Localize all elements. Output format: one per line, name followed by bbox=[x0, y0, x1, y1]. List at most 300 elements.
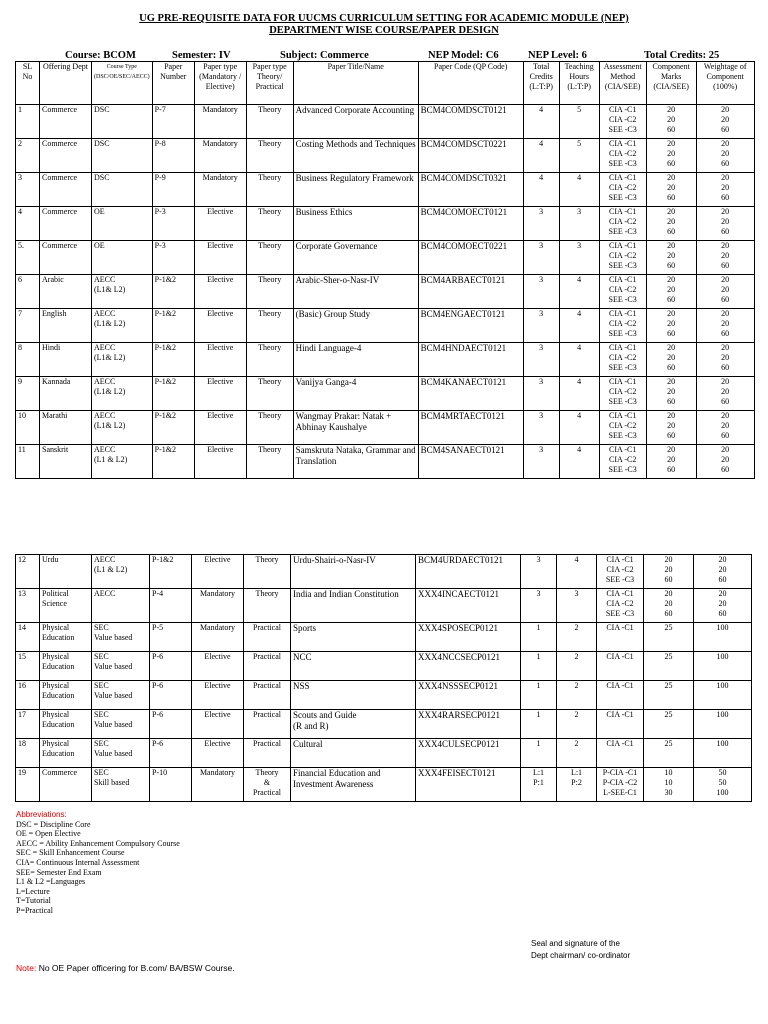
cell-total-credits: 4 bbox=[523, 139, 559, 173]
cell-paper-mandatory: Elective bbox=[194, 411, 246, 445]
cell-paper-title: Hindi Language-4 bbox=[293, 343, 418, 377]
abbreviation-item: CIA= Continuous Internal Assessment bbox=[16, 857, 140, 867]
cell-paper-title: Sports bbox=[291, 623, 416, 652]
cell-sl-no: 10 bbox=[16, 411, 40, 445]
cell-course-type: AECC (L1& L2) bbox=[92, 411, 153, 445]
header-offering-dept: Offering Dept bbox=[40, 62, 92, 105]
cell-assessment-method: CIA -C1 CIA -C2 SEE -C3 bbox=[597, 555, 644, 589]
cell-sl-no: 9 bbox=[16, 377, 40, 411]
cell-paper-title: Business Regulatory Framework bbox=[293, 173, 418, 207]
cell-paper-theory: Practical bbox=[244, 710, 291, 739]
course-table-part-2 bbox=[15, 554, 752, 802]
cell-paper-theory: Theory & Practical bbox=[244, 768, 291, 802]
cell-course-type: DSC bbox=[92, 173, 153, 207]
cell-paper-mandatory: Elective bbox=[194, 377, 246, 411]
cell-assessment-method: P-CIA -C1 P-CIA -C2 L-SEE-C1 bbox=[597, 768, 644, 802]
cell-paper-title: Costing Methods and Techniques bbox=[293, 139, 418, 173]
cell-assessment-method: CIA -C1 CIA -C2 SEE -C3 bbox=[599, 207, 646, 241]
cell-paper-mandatory: Elective bbox=[194, 445, 246, 479]
cell-paper-number: P-6 bbox=[150, 710, 192, 739]
cell-total-credits: 3 bbox=[523, 377, 559, 411]
header-sl-no: SL No bbox=[16, 62, 40, 105]
table-row bbox=[16, 139, 755, 173]
cell-component-marks: 25 bbox=[644, 710, 694, 739]
cell-teaching-hours: 4 bbox=[559, 275, 599, 309]
cell-paper-mandatory: Mandatory bbox=[192, 768, 244, 802]
cell-sl-no: 1 bbox=[16, 105, 40, 139]
cell-paper-number: P-8 bbox=[152, 139, 194, 173]
cell-total-credits: 3 bbox=[523, 411, 559, 445]
header-paper-mandatory: Paper type (Mandatory / Elective) bbox=[194, 62, 246, 105]
note-label: Note: bbox=[16, 963, 37, 973]
cell-course-type: OE bbox=[92, 241, 153, 275]
header-teaching-hours: Teaching Hours (L:T:P) bbox=[559, 62, 599, 105]
course-table-part-1 bbox=[15, 61, 755, 479]
cell-paper-number: P-6 bbox=[150, 652, 192, 681]
cell-paper-code: BCM4COMDSCT0321 bbox=[418, 173, 523, 207]
cell-assessment-method: CIA -C1 CIA -C2 SEE -C3 bbox=[599, 411, 646, 445]
header-paper-title: Paper Title/Name bbox=[293, 62, 418, 105]
table-row bbox=[16, 739, 752, 768]
cell-paper-number: P-10 bbox=[150, 768, 192, 802]
cell-course-type: SEC Value based bbox=[92, 739, 150, 768]
cell-paper-theory: Theory bbox=[246, 343, 293, 377]
cell-paper-mandatory: Elective bbox=[194, 207, 246, 241]
cell-weightage: 100 bbox=[694, 681, 752, 710]
cell-offering-dept: Commerce bbox=[40, 768, 92, 802]
cell-paper-number: P-9 bbox=[152, 173, 194, 207]
cell-course-type: AECC (L1& L2) bbox=[92, 343, 153, 377]
cell-paper-code: BCM4MRTAECT0121 bbox=[418, 411, 523, 445]
cell-paper-code: XXX4NSSSECP0121 bbox=[416, 681, 521, 710]
cell-weightage: 100 bbox=[694, 623, 752, 652]
cell-paper-mandatory: Elective bbox=[192, 652, 244, 681]
abbreviation-item: L1 & L2 =Languages bbox=[16, 877, 86, 887]
cell-component-marks: 25 bbox=[644, 623, 694, 652]
cell-course-type: AECC (L1& L2) bbox=[92, 377, 153, 411]
cell-weightage: 20 20 60 bbox=[696, 377, 754, 411]
table-row bbox=[16, 241, 755, 275]
cell-sl-no: 6 bbox=[16, 275, 40, 309]
cell-assessment-method: CIA -C1 CIA -C2 SEE -C3 bbox=[599, 377, 646, 411]
cell-sl-no: 12 bbox=[16, 555, 40, 589]
header-weightage: Weightage of Component (100%) bbox=[696, 62, 754, 105]
cell-paper-code: BCM4ENGAECT0121 bbox=[418, 309, 523, 343]
cell-offering-dept: Commerce bbox=[40, 139, 92, 173]
nep-model-label: NEP Model: C6 bbox=[428, 50, 499, 61]
abbreviations-heading: Abbreviations: bbox=[16, 810, 67, 819]
cell-paper-title: Cultural bbox=[291, 739, 416, 768]
cell-course-type: SEC Skill based bbox=[92, 768, 150, 802]
cell-paper-code: XXX4INCAECT0121 bbox=[416, 589, 521, 623]
cell-paper-mandatory: Elective bbox=[192, 555, 244, 589]
cell-assessment-method: CIA -C1 CIA -C2 SEE -C3 bbox=[599, 309, 646, 343]
cell-paper-mandatory: Elective bbox=[194, 343, 246, 377]
cell-paper-number: P-4 bbox=[150, 589, 192, 623]
cell-weightage: 100 bbox=[694, 710, 752, 739]
cell-teaching-hours: 2 bbox=[557, 681, 597, 710]
cell-offering-dept: Commerce bbox=[40, 207, 92, 241]
header-paper-number: Paper Number bbox=[152, 62, 194, 105]
cell-course-type: SEC Value based bbox=[92, 681, 150, 710]
cell-paper-theory: Practical bbox=[244, 652, 291, 681]
cell-paper-number: P-6 bbox=[150, 681, 192, 710]
document-subtitle: DEPARTMENT WISE COURSE/PAPER DESIGN bbox=[269, 25, 499, 36]
cell-paper-code: BCM4COMDSCT0121 bbox=[418, 105, 523, 139]
cell-component-marks: 20 20 60 bbox=[646, 411, 696, 445]
cell-sl-no: 11 bbox=[16, 445, 40, 479]
nep-level-label: NEP Level: 6 bbox=[528, 50, 587, 61]
cell-component-marks: 20 20 60 bbox=[644, 589, 694, 623]
course-label: Course: BCOM bbox=[65, 50, 136, 61]
cell-total-credits: 3 bbox=[523, 241, 559, 275]
cell-assessment-method: CIA -C1 bbox=[597, 710, 644, 739]
cell-paper-theory: Theory bbox=[246, 309, 293, 343]
cell-weightage: 20 20 60 bbox=[696, 309, 754, 343]
header-component-marks: Component Marks (CIA/SEE) bbox=[646, 62, 696, 105]
table-row bbox=[16, 589, 752, 623]
table-row bbox=[16, 411, 755, 445]
cell-teaching-hours: 2 bbox=[557, 652, 597, 681]
cell-paper-code: XXX4CULSECP0121 bbox=[416, 739, 521, 768]
cell-assessment-method: CIA -C1 CIA -C2 SEE -C3 bbox=[599, 241, 646, 275]
cell-total-credits: 1 bbox=[521, 652, 557, 681]
cell-sl-no: 15 bbox=[16, 652, 40, 681]
cell-paper-theory: Theory bbox=[246, 377, 293, 411]
cell-total-credits: 1 bbox=[521, 623, 557, 652]
cell-component-marks: 20 20 60 bbox=[646, 445, 696, 479]
cell-paper-title: NCC bbox=[291, 652, 416, 681]
table-row bbox=[16, 309, 755, 343]
cell-sl-no: 3 bbox=[16, 173, 40, 207]
cell-paper-mandatory: Elective bbox=[194, 241, 246, 275]
cell-teaching-hours: 4 bbox=[559, 445, 599, 479]
semester-label: Semester: IV bbox=[172, 50, 231, 61]
cell-paper-code: BCM4HNDAECT0121 bbox=[418, 343, 523, 377]
table-row bbox=[16, 681, 752, 710]
cell-paper-title: (Basic) Group Study bbox=[293, 309, 418, 343]
cell-paper-title: Urdu-Shairi-o-Nasr-IV bbox=[291, 555, 416, 589]
cell-teaching-hours: 5 bbox=[559, 139, 599, 173]
cell-assessment-method: CIA -C1 bbox=[597, 681, 644, 710]
cell-offering-dept: English bbox=[40, 309, 92, 343]
header-assessment-method: Assessment Method (CIA/SEE) bbox=[599, 62, 646, 105]
cell-course-type: AECC bbox=[92, 589, 150, 623]
cell-paper-title: Arabic-Sher-o-Nasr-IV bbox=[293, 275, 418, 309]
cell-offering-dept: Hindi bbox=[40, 343, 92, 377]
cell-teaching-hours: 4 bbox=[557, 555, 597, 589]
abbreviation-item: OE = Open Elective bbox=[16, 829, 81, 839]
cell-weightage: 20 20 60 bbox=[696, 445, 754, 479]
cell-offering-dept: Commerce bbox=[40, 105, 92, 139]
table-row bbox=[16, 623, 752, 652]
cell-paper-theory: Theory bbox=[246, 105, 293, 139]
cell-course-type: OE bbox=[92, 207, 153, 241]
cell-component-marks: 20 20 60 bbox=[646, 173, 696, 207]
cell-paper-number: P-1&2 bbox=[152, 411, 194, 445]
cell-sl-no: 14 bbox=[16, 623, 40, 652]
cell-paper-number: P-1&2 bbox=[152, 445, 194, 479]
cell-assessment-method: CIA -C1 CIA -C2 SEE -C3 bbox=[599, 343, 646, 377]
cell-course-type: SEC Value based bbox=[92, 710, 150, 739]
cell-offering-dept: Urdu bbox=[40, 555, 92, 589]
cell-teaching-hours: 4 bbox=[559, 343, 599, 377]
cell-teaching-hours: 5 bbox=[559, 105, 599, 139]
cell-sl-no: 13 bbox=[16, 589, 40, 623]
cell-paper-number: P-3 bbox=[152, 207, 194, 241]
cell-total-credits: 4 bbox=[523, 173, 559, 207]
cell-paper-mandatory: Elective bbox=[192, 710, 244, 739]
cell-total-credits: 3 bbox=[523, 445, 559, 479]
cell-teaching-hours: 3 bbox=[559, 207, 599, 241]
cell-paper-title: Samskruta Nataka, Grammar and Translation bbox=[293, 445, 418, 479]
cell-total-credits: 3 bbox=[521, 555, 557, 589]
cell-offering-dept: Physical Education bbox=[40, 623, 92, 652]
cell-paper-code: XXX4RARSECP0121 bbox=[416, 710, 521, 739]
cell-weightage: 20 20 60 bbox=[696, 139, 754, 173]
cell-paper-title: Corporate Governance bbox=[293, 241, 418, 275]
cell-paper-code: BCM4COMDSCT0221 bbox=[418, 139, 523, 173]
cell-offering-dept: Physical Education bbox=[40, 710, 92, 739]
cell-paper-theory: Theory bbox=[246, 207, 293, 241]
cell-offering-dept: Sanskrit bbox=[40, 445, 92, 479]
cell-paper-number: P-5 bbox=[150, 623, 192, 652]
cell-paper-title: Financial Education and Investment Awareness bbox=[291, 768, 416, 802]
cell-paper-title: Wangmay Prakar: Natak + Abhinay Kaushalye bbox=[293, 411, 418, 445]
cell-paper-code: XXX4SPOSECP0121 bbox=[416, 623, 521, 652]
cell-component-marks: 10 10 30 bbox=[644, 768, 694, 802]
header-course-type: Course Type (DSC/OE/SEC/AECC) bbox=[92, 62, 153, 105]
cell-total-credits: 3 bbox=[521, 589, 557, 623]
cell-paper-mandatory: Mandatory bbox=[194, 139, 246, 173]
cell-weightage: 20 20 60 bbox=[696, 173, 754, 207]
cell-paper-number: P-7 bbox=[152, 105, 194, 139]
cell-paper-number: P-1&2 bbox=[152, 343, 194, 377]
note bbox=[16, 963, 235, 973]
cell-total-credits: 3 bbox=[523, 309, 559, 343]
cell-total-credits: 3 bbox=[523, 343, 559, 377]
cell-total-credits: L:1 P:1 bbox=[521, 768, 557, 802]
cell-sl-no: 4 bbox=[16, 207, 40, 241]
cell-paper-mandatory: Mandatory bbox=[192, 623, 244, 652]
cell-sl-no: 19 bbox=[16, 768, 40, 802]
seal-signature bbox=[531, 938, 630, 962]
table-row bbox=[16, 445, 755, 479]
cell-paper-theory: Practical bbox=[244, 681, 291, 710]
cell-paper-theory: Practical bbox=[244, 739, 291, 768]
cell-weightage: 20 20 60 bbox=[696, 275, 754, 309]
cell-offering-dept: Physical Education bbox=[40, 681, 92, 710]
abbreviation-item: L=Lecture bbox=[16, 886, 50, 896]
cell-total-credits: 1 bbox=[521, 710, 557, 739]
cell-paper-mandatory: Elective bbox=[192, 681, 244, 710]
cell-course-type: DSC bbox=[92, 139, 153, 173]
cell-component-marks: 20 20 60 bbox=[644, 555, 694, 589]
cell-component-marks: 20 20 60 bbox=[646, 343, 696, 377]
table-row bbox=[16, 377, 755, 411]
total-credits-label: Total Credits: 25 bbox=[644, 50, 720, 61]
cell-paper-code: BCM4SANAECT0121 bbox=[418, 445, 523, 479]
cell-weightage: 20 20 60 bbox=[696, 343, 754, 377]
cell-weightage: 20 20 60 bbox=[696, 411, 754, 445]
cell-assessment-method: CIA -C1 CIA -C2 SEE -C3 bbox=[599, 105, 646, 139]
seal-line-1: Seal and signature of the bbox=[531, 939, 620, 948]
cell-total-credits: 3 bbox=[523, 207, 559, 241]
cell-offering-dept: Kannada bbox=[40, 377, 92, 411]
cell-total-credits: 1 bbox=[521, 739, 557, 768]
cell-assessment-method: CIA -C1 CIA -C2 SEE -C3 bbox=[599, 139, 646, 173]
cell-total-credits: 3 bbox=[523, 275, 559, 309]
cell-paper-theory: Theory bbox=[244, 589, 291, 623]
table-row bbox=[16, 652, 752, 681]
abbreviation-item: SEE= Semester End Exam bbox=[16, 867, 102, 877]
cell-paper-number: P-1&2 bbox=[152, 275, 194, 309]
cell-total-credits: 1 bbox=[521, 681, 557, 710]
cell-assessment-method: CIA -C1 CIA -C2 SEE -C3 bbox=[599, 445, 646, 479]
cell-paper-theory: Theory bbox=[244, 555, 291, 589]
cell-paper-code: BCM4COMOECT0121 bbox=[418, 207, 523, 241]
cell-offering-dept: Commerce bbox=[40, 173, 92, 207]
cell-assessment-method: CIA -C1 bbox=[597, 739, 644, 768]
cell-offering-dept: Political Science bbox=[40, 589, 92, 623]
cell-assessment-method: CIA -C1 bbox=[597, 623, 644, 652]
cell-offering-dept: Marathi bbox=[40, 411, 92, 445]
cell-paper-mandatory: Mandatory bbox=[192, 589, 244, 623]
cell-paper-title: Advanced Corporate Accounting bbox=[293, 105, 418, 139]
seal-line-2: Dept chairman/ co-ordinator bbox=[531, 951, 631, 960]
cell-teaching-hours: 4 bbox=[559, 377, 599, 411]
cell-teaching-hours: 4 bbox=[559, 173, 599, 207]
cell-paper-theory: Theory bbox=[246, 275, 293, 309]
cell-weightage: 20 20 60 bbox=[696, 241, 754, 275]
cell-sl-no: 2 bbox=[16, 139, 40, 173]
cell-paper-mandatory: Elective bbox=[194, 275, 246, 309]
cell-component-marks: 20 20 60 bbox=[646, 377, 696, 411]
cell-offering-dept: Commerce bbox=[40, 241, 92, 275]
cell-paper-code: BCM4URDAECT0121 bbox=[416, 555, 521, 589]
note-text: No OE Paper officering for B.com/ BA/BSW Course. bbox=[38, 963, 235, 973]
cell-paper-number: P-3 bbox=[152, 241, 194, 275]
cell-teaching-hours: 2 bbox=[557, 739, 597, 768]
cell-paper-number: P-1&2 bbox=[150, 555, 192, 589]
cell-paper-code: BCM4ARBAECT0121 bbox=[418, 275, 523, 309]
cell-paper-number: P-6 bbox=[150, 739, 192, 768]
cell-weightage: 20 20 60 bbox=[694, 589, 752, 623]
table-row bbox=[16, 173, 755, 207]
cell-course-type: SEC Value based bbox=[92, 652, 150, 681]
abbreviation-item: AECC = Ability Enhancement Compulsory Course bbox=[16, 838, 180, 848]
subject-label: Subject: Commerce bbox=[280, 50, 369, 61]
header-paper-theory: Paper type Theory/ Practical bbox=[246, 62, 293, 105]
cell-teaching-hours: 4 bbox=[559, 411, 599, 445]
cell-component-marks: 20 20 60 bbox=[646, 309, 696, 343]
cell-weightage: 100 bbox=[694, 652, 752, 681]
document-title: UG PRE-REQUISITE DATA FOR UUCMS CURRICULUM SETTING FOR ACADEMIC MODULE (NEP) bbox=[139, 13, 629, 24]
header-row bbox=[16, 62, 755, 105]
cell-offering-dept: Physical Education bbox=[40, 652, 92, 681]
cell-assessment-method: CIA -C1 CIA -C2 SEE -C3 bbox=[599, 173, 646, 207]
table-row bbox=[16, 207, 755, 241]
cell-assessment-method: CIA -C1 bbox=[597, 652, 644, 681]
cell-course-type: AECC (L1& L2) bbox=[92, 309, 153, 343]
cell-paper-number: P-1&2 bbox=[152, 377, 194, 411]
abbreviation-item: T=Tutorial bbox=[16, 896, 51, 906]
cell-weightage: 20 20 60 bbox=[694, 555, 752, 589]
cell-component-marks: 25 bbox=[644, 652, 694, 681]
cell-offering-dept: Arabic bbox=[40, 275, 92, 309]
cell-paper-theory: Theory bbox=[246, 173, 293, 207]
cell-paper-theory: Theory bbox=[246, 445, 293, 479]
cell-paper-title: Vanijya Ganga-4 bbox=[293, 377, 418, 411]
table-row bbox=[16, 710, 752, 739]
header-paper-code: Paper Code (QP Code) bbox=[418, 62, 523, 105]
cell-teaching-hours: 4 bbox=[559, 309, 599, 343]
cell-paper-theory: Theory bbox=[246, 411, 293, 445]
cell-paper-number: P-1&2 bbox=[152, 309, 194, 343]
abbreviations-block bbox=[16, 810, 180, 916]
cell-offering-dept: Physical Education bbox=[40, 739, 92, 768]
cell-sl-no: 5. bbox=[16, 241, 40, 275]
cell-component-marks: 25 bbox=[644, 681, 694, 710]
cell-teaching-hours: 2 bbox=[557, 623, 597, 652]
abbreviation-item: DSC = Discipline Core bbox=[16, 819, 91, 829]
cell-course-type: AECC (L1 & L2) bbox=[92, 555, 150, 589]
cell-paper-mandatory: Elective bbox=[192, 739, 244, 768]
cell-course-type: AECC (L1& L2) bbox=[92, 275, 153, 309]
cell-course-type: AECC (L1 & L2) bbox=[92, 445, 153, 479]
cell-component-marks: 20 20 60 bbox=[646, 241, 696, 275]
cell-paper-title: India and Indian Constitution bbox=[291, 589, 416, 623]
cell-course-type: SEC Value based bbox=[92, 623, 150, 652]
table-row bbox=[16, 343, 755, 377]
abbreviation-item: SEC = Skill Enhancement Course bbox=[16, 848, 125, 858]
cell-sl-no: 7 bbox=[16, 309, 40, 343]
table-row bbox=[16, 555, 752, 589]
abbreviation-item: P=Practical bbox=[16, 905, 53, 915]
cell-paper-mandatory: Mandatory bbox=[194, 173, 246, 207]
cell-weightage: 20 20 60 bbox=[696, 207, 754, 241]
cell-component-marks: 25 bbox=[644, 739, 694, 768]
cell-teaching-hours: 3 bbox=[559, 241, 599, 275]
cell-teaching-hours: L:1 P:2 bbox=[557, 768, 597, 802]
cell-paper-code: BCM4COMOECT0221 bbox=[418, 241, 523, 275]
cell-teaching-hours: 3 bbox=[557, 589, 597, 623]
cell-paper-theory: Theory bbox=[246, 139, 293, 173]
header-total-credits: Total Credits (L:T:P) bbox=[523, 62, 559, 105]
cell-sl-no: 17 bbox=[16, 710, 40, 739]
cell-paper-title: Scouts and Guide (R and R) bbox=[291, 710, 416, 739]
cell-sl-no: 8 bbox=[16, 343, 40, 377]
cell-total-credits: 4 bbox=[523, 105, 559, 139]
cell-sl-no: 16 bbox=[16, 681, 40, 710]
cell-component-marks: 20 20 60 bbox=[646, 275, 696, 309]
table-row bbox=[16, 275, 755, 309]
cell-weightage: 50 50 100 bbox=[694, 768, 752, 802]
cell-component-marks: 20 20 60 bbox=[646, 207, 696, 241]
cell-paper-mandatory: Elective bbox=[194, 309, 246, 343]
cell-weightage: 20 20 60 bbox=[696, 105, 754, 139]
cell-paper-code: XXX4NCCSECP0121 bbox=[416, 652, 521, 681]
cell-teaching-hours: 2 bbox=[557, 710, 597, 739]
cell-paper-code: XXX4FEISECT0121 bbox=[416, 768, 521, 802]
cell-assessment-method: CIA -C1 CIA -C2 SEE -C3 bbox=[599, 275, 646, 309]
cell-sl-no: 18 bbox=[16, 739, 40, 768]
cell-weightage: 100 bbox=[694, 739, 752, 768]
cell-assessment-method: CIA -C1 CIA -C2 SEE -C3 bbox=[597, 589, 644, 623]
cell-paper-title: NSS bbox=[291, 681, 416, 710]
cell-paper-theory: Practical bbox=[244, 623, 291, 652]
cell-paper-mandatory: Mandatory bbox=[194, 105, 246, 139]
